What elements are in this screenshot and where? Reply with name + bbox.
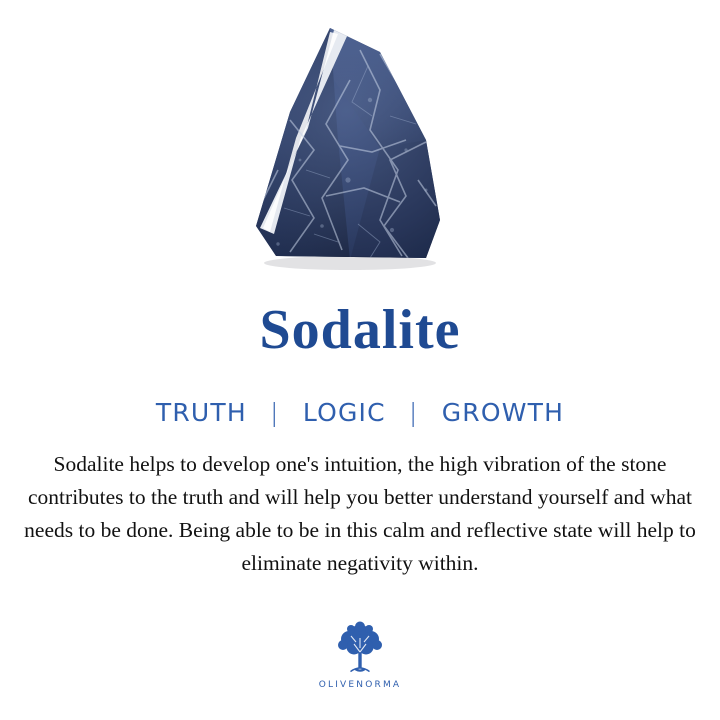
keyword-truth: TRUTH: [155, 398, 247, 427]
page-title: Sodalite: [259, 299, 461, 361]
keyword-growth: GROWTH: [441, 398, 565, 427]
keyword-separator: |: [408, 398, 419, 427]
sodalite-crystal-image: [230, 20, 490, 280]
product-description: Sodalite helps to develop one's intuition, the high vibration of the stone contributes to the truth and will help you better understand yourself and what needs to be done. Being able to be in this calm and reflective state will help to eliminate negativity within.: [24, 452, 696, 575]
keyword-list: [0, 398, 720, 427]
keyword-separator: |: [270, 398, 280, 427]
brand-logo: [0, 620, 720, 690]
tree-of-life-icon: [329, 620, 391, 678]
keyword-logic: LOGIC: [302, 398, 386, 427]
brand-name: OLIVENORMA: [318, 680, 402, 690]
stone-image-container: [0, 20, 720, 290]
